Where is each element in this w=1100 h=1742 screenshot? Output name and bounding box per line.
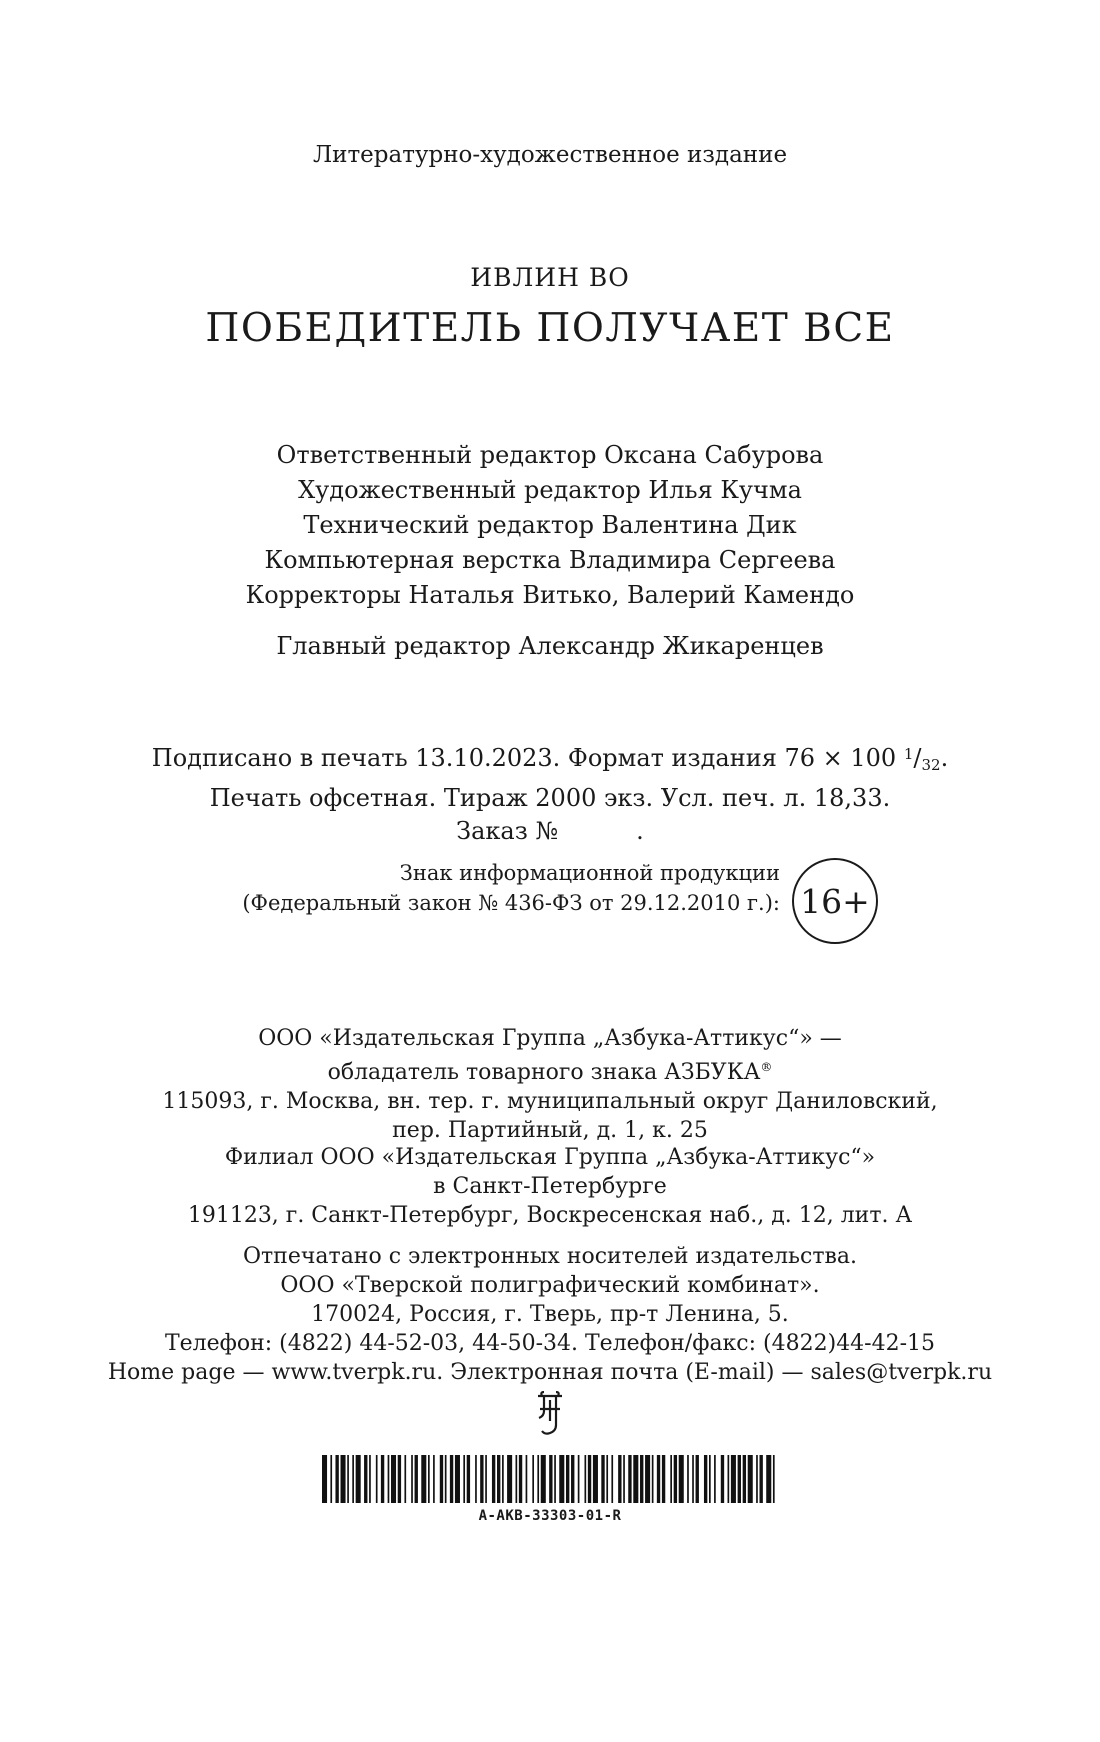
- barcode-bar: [404, 1455, 406, 1503]
- barcode-bar: [721, 1455, 724, 1503]
- barcode-bar: [541, 1455, 546, 1503]
- barcode-bar: [657, 1455, 660, 1503]
- publisher-trademark-text: обладатель товарного знака АЗБУКА: [327, 1060, 761, 1085]
- barcode-bar: [356, 1455, 361, 1503]
- credit-line: Компьютерная верстка Владимира Сергеева: [264, 546, 836, 574]
- barcode-bar: [584, 1455, 586, 1503]
- barcode-bar: [628, 1455, 631, 1503]
- barcode-bar: [330, 1455, 332, 1503]
- print-info-line-1: [0, 738, 1100, 782]
- barcode-bar: [618, 1455, 621, 1503]
- barcode-bar: [696, 1455, 699, 1503]
- branch-line: 191123, г. Санкт-Петербург, Воскресенская наб., д. 12, лит. А: [187, 1203, 913, 1228]
- barcode-bar: [709, 1455, 711, 1503]
- barcode-bar: [516, 1455, 518, 1503]
- barcode-bar: [421, 1455, 426, 1503]
- publisher-info: [0, 1024, 1100, 1145]
- book-title: ПОБЕДИТЕЛЬ ПОЛУЧАЕТ ВСЕ: [205, 306, 895, 351]
- barcode-bar: [475, 1455, 477, 1503]
- barcode-bar: [388, 1455, 390, 1503]
- format-fraction-denominator: 32: [921, 756, 941, 774]
- printer-logo-icon: [530, 1391, 570, 1437]
- barcode-icon: [322, 1455, 778, 1503]
- barcode-bar: [728, 1455, 730, 1503]
- barcode-bar: [364, 1455, 367, 1503]
- barcode-bar: [532, 1455, 534, 1503]
- barcode-bar: [428, 1455, 430, 1503]
- format-fraction-slash: /: [913, 744, 922, 772]
- barcode-bar: [652, 1455, 654, 1503]
- publisher-line: ООО «Издательская Группа „Азбука-Аттикус“» —: [258, 1026, 842, 1051]
- barcode-bar: [381, 1455, 384, 1503]
- age-rating-text: [0, 858, 780, 918]
- barcode-bar: [773, 1455, 775, 1503]
- barcode-bar: [507, 1455, 512, 1503]
- registered-mark: ®: [760, 1060, 773, 1074]
- age-rating-line-1: Знак информационной продукции: [399, 861, 780, 885]
- barcode-bar: [611, 1455, 613, 1503]
- barcode-code: A-AKB-33303-01-R: [478, 1508, 622, 1524]
- age-rating-line-2: (Федеральный закон № 436-ФЗ от 29.12.2010 г.):: [242, 891, 780, 915]
- barcode-bar: [704, 1455, 707, 1503]
- printer-line: 170024, Россия, г. Тверь, пр-т Ленина, 5.: [311, 1302, 789, 1327]
- barcode-bar: [670, 1455, 672, 1503]
- barcode-bar: [347, 1455, 349, 1503]
- barcode-bar: [679, 1455, 684, 1503]
- barcode-bar: [606, 1455, 608, 1503]
- barcode-bar: [369, 1455, 371, 1503]
- format-fraction-numerator: 1: [903, 745, 914, 763]
- barcode-bar: [537, 1455, 539, 1503]
- barcode-bar: [748, 1455, 753, 1503]
- barcode-bar: [440, 1455, 443, 1503]
- age-rating-badge: 16+: [792, 858, 878, 944]
- barcode-bar: [687, 1455, 689, 1503]
- barcode-bar: [549, 1455, 552, 1503]
- barcode-bar: [480, 1455, 483, 1503]
- barcode-bar: [391, 1455, 396, 1503]
- barcode-bar: [578, 1455, 580, 1503]
- barcode-bar: [743, 1455, 746, 1503]
- barcode-bar: [322, 1455, 327, 1503]
- format-text: Подписано в печать 13.10.2023. Формат издания 76 × 100: [151, 744, 904, 772]
- barcode-bar: [398, 1455, 401, 1503]
- credit-line: Технический редактор Валентина Дик: [303, 511, 797, 539]
- order-end: .: [636, 817, 644, 845]
- barcode-bar: [738, 1455, 741, 1503]
- print-info-line-2: Печать офсетная. Тираж 2000 экз. Усл. печ. л. 18,33.: [209, 784, 891, 812]
- order-number: [0, 815, 1100, 848]
- barcode-bar: [433, 1455, 435, 1503]
- printer-line: Телефон: (4822) 44-52-03, 44-50-34. Телефон/факс: (4822)44-42-15: [164, 1331, 936, 1356]
- branch-info: [0, 1143, 1100, 1230]
- barcode-bar: [566, 1455, 569, 1503]
- publisher-trademark-line: [0, 1053, 1100, 1087]
- barcode-bar: [502, 1455, 504, 1503]
- printer-line: ООО «Тверской полиграфический комбинат».: [280, 1273, 820, 1298]
- barcode-bar: [559, 1455, 564, 1503]
- barcode-bar: [692, 1455, 694, 1503]
- barcode-bar: [445, 1455, 447, 1503]
- branch-line: Филиал ООО «Издательская Группа „Азбука-Аттикус“»: [224, 1145, 876, 1170]
- author-name: ИВЛИН ВО: [470, 263, 630, 292]
- print-info: [0, 738, 1100, 848]
- barcode-bar: [526, 1455, 528, 1503]
- credit-line: Корректоры Наталья Витько, Валерий Камендо: [245, 581, 855, 609]
- barcode-bar: [352, 1455, 354, 1503]
- publisher-line: 115093, г. Москва, вн. тер. г. муниципальный округ Даниловский,: [162, 1089, 938, 1114]
- barcode-bar: [593, 1455, 598, 1503]
- barcode-bar: [411, 1455, 413, 1503]
- barcode-bar: [766, 1455, 771, 1503]
- order-label: Заказ №: [456, 817, 559, 845]
- barcode-bar: [335, 1455, 338, 1503]
- age-rating-block: [0, 858, 1100, 948]
- barcode-bar: [571, 1455, 574, 1503]
- branch-line: в Санкт-Петербурге: [433, 1174, 667, 1199]
- barcode-bar: [623, 1455, 625, 1503]
- printer-info: [0, 1242, 1100, 1387]
- barcode-bar: [731, 1455, 736, 1503]
- publisher-line: пер. Партийный, д. 1, к. 25: [392, 1118, 708, 1143]
- printer-line: Home page — www.tverpk.ru. Электронная почта (E-mail) — sales@tverpk.ru: [107, 1360, 993, 1385]
- format-end: .: [940, 744, 949, 772]
- barcode-bar: [756, 1455, 758, 1503]
- edition-type: Литературно-художественное издание: [312, 142, 788, 168]
- barcode-bar: [376, 1455, 378, 1503]
- barcode-bar: [497, 1455, 500, 1503]
- barcode-bar: [467, 1455, 470, 1503]
- barcode-bar: [485, 1455, 487, 1503]
- chief-editor: Главный редактор Александр Жикаренцев: [276, 632, 824, 660]
- barcode-bar: [341, 1455, 346, 1503]
- barcode-bar: [519, 1455, 522, 1503]
- credit-line: Художественный редактор Илья Кучма: [298, 476, 802, 504]
- barcode-bar: [640, 1455, 643, 1503]
- barcode-bar: [554, 1455, 556, 1503]
- barcode-bar: [633, 1455, 638, 1503]
- barcode-bar: [601, 1455, 604, 1503]
- barcode-bar: [463, 1455, 465, 1503]
- credit-line: Ответственный редактор Оксана Сабурова: [276, 441, 824, 469]
- barcode-bar: [662, 1455, 665, 1503]
- barcode-bar: [492, 1455, 495, 1503]
- barcode-bar: [645, 1455, 650, 1503]
- barcode-bar: [455, 1455, 460, 1503]
- barcode-bar: [588, 1455, 591, 1503]
- barcode-bar: [450, 1455, 453, 1503]
- barcode-bar: [714, 1455, 716, 1503]
- credits-list: [0, 438, 1100, 613]
- barcode-bar: [759, 1455, 762, 1503]
- barcode-bar: [674, 1455, 677, 1503]
- barcode-bar: [415, 1455, 418, 1503]
- printer-line: Отпечатано с электронных носителей издательства.: [242, 1244, 858, 1269]
